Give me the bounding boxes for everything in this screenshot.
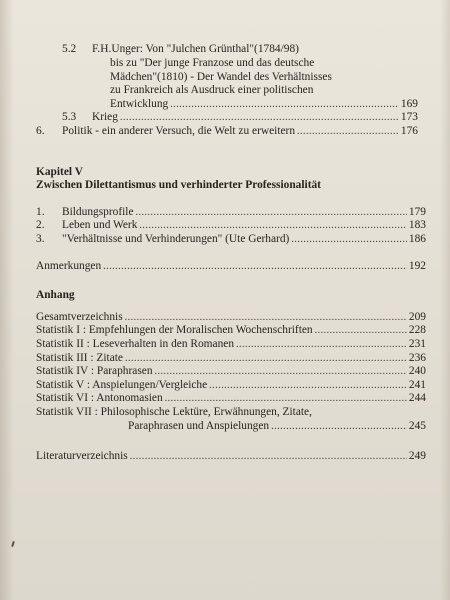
toc-entry-title: Gesamtverzeichnis: [36, 311, 123, 323]
toc-page-number: 209: [408, 311, 426, 323]
toc-page-number: 176: [400, 125, 418, 137]
section-number: 5.2: [62, 43, 77, 55]
toc-entry: [62, 233, 426, 246]
toc-page-number: 231: [408, 338, 426, 350]
dot-leader: [165, 392, 407, 405]
toc-entry-title: Leben und Werk: [62, 219, 138, 231]
toc-page-number: 249: [408, 450, 426, 462]
toc-entry-title: Literaturverzeichnis: [36, 450, 128, 462]
page-gutter-shadow: [0, 0, 14, 600]
dot-leader: [155, 365, 407, 378]
dot-leader: [315, 324, 407, 337]
toc-entry-title: Bildungsprofile: [62, 206, 134, 218]
ink-mark: [11, 541, 15, 547]
dot-leader: [170, 98, 399, 111]
toc-entry: [128, 420, 426, 433]
toc-entry-line: Statistik VII : Philosophische Lektüre, Erwähnungen, Zitate,: [36, 406, 312, 418]
item-number: 2.: [36, 219, 45, 231]
dot-leader: [130, 450, 407, 463]
toc-entry: [36, 450, 426, 463]
dot-leader: [136, 206, 407, 219]
dot-leader: [297, 125, 399, 138]
toc-page-number: 228: [408, 324, 426, 336]
toc-page-number: 236: [408, 352, 426, 364]
toc-entry: [110, 98, 418, 111]
item-number: 3.: [36, 233, 45, 245]
toc-entry-line: F.H.Unger: Von "Julchen Grünthal"(1784/98): [92, 43, 299, 55]
toc-entry-title: Statistik VI : Antonomasien: [36, 392, 163, 404]
appendix-heading: Anhang: [36, 289, 75, 301]
dot-leader: [236, 338, 407, 351]
item-number: 1.: [36, 206, 45, 218]
dot-leader: [125, 311, 407, 324]
toc-entry: [36, 338, 426, 351]
toc-page-number: 169: [400, 98, 418, 110]
toc-entry-title: "Verhältnisse und Verhinderungen" (Ute Gerhard): [62, 233, 290, 245]
toc-entry: [62, 125, 418, 138]
toc-entry-line: Mädchen"(1810) - Der Wandel des Verhältnisses: [110, 71, 332, 83]
toc-entry-title: Krieg: [92, 111, 118, 123]
toc-page-number: 173: [400, 111, 418, 123]
dot-leader: [125, 352, 407, 365]
chapter-title: Zwischen Dilettantismus und verhinderter Professionalität: [36, 179, 321, 191]
toc-entry-title: Statistik IV : Paraphrasen: [36, 365, 153, 377]
toc-page-number: 240: [408, 365, 426, 377]
dot-leader: [139, 219, 406, 232]
toc-entry-title: Statistik I : Empfehlungen der Moralischen Wochenschriften: [36, 324, 313, 336]
toc-entry-title: Entwicklung: [110, 98, 169, 110]
toc-entry-line: bis zu "Der junge Franzose und das deutsche: [110, 57, 315, 69]
toc-page-number: 183: [408, 219, 426, 231]
toc-page-number: 241: [408, 379, 426, 391]
toc-entry-line: zu Frankreich als Ausdruck einer politischen: [110, 84, 314, 96]
section-number: 6.: [36, 125, 45, 137]
toc-entry: [36, 379, 426, 392]
toc-page-number: 186: [408, 233, 426, 245]
toc-page-number: 179: [408, 206, 426, 218]
toc-entry-title: Politik - ein anderer Versuch, die Welt zu erweitern: [62, 125, 296, 137]
toc-entry: [36, 365, 426, 378]
toc-entry-title: Statistik V : Anspielungen/Vergleiche: [36, 379, 208, 391]
toc-entry: [92, 111, 418, 124]
section-number: 5.3: [62, 111, 77, 123]
page-edge-shadow: [440, 0, 450, 600]
dot-leader: [271, 420, 407, 433]
dot-leader: [291, 233, 407, 246]
toc-page-number: 192: [408, 260, 426, 272]
toc-entry-title: Statistik III : Zitate: [36, 352, 123, 364]
toc-entry-title: Paraphrasen und Anspielungen: [128, 420, 270, 432]
toc-entry: [36, 311, 426, 324]
toc-page-number: 245: [408, 420, 426, 432]
toc-entry: [36, 392, 426, 405]
toc-entry-title: Anmerkungen: [36, 260, 102, 272]
dot-leader: [120, 111, 399, 124]
toc-entry: [62, 206, 426, 219]
toc-entry: [62, 219, 426, 232]
dot-leader: [209, 379, 407, 392]
toc-entry: [36, 260, 426, 273]
toc-page-number: 244: [408, 392, 426, 404]
toc-entry-title: Statistik II : Leseverhalten in den Romanen: [36, 338, 235, 350]
dot-leader: [103, 260, 407, 273]
toc-entry: [36, 324, 426, 337]
chapter-label: Kapitel V: [36, 166, 83, 178]
toc-entry: [36, 352, 426, 365]
